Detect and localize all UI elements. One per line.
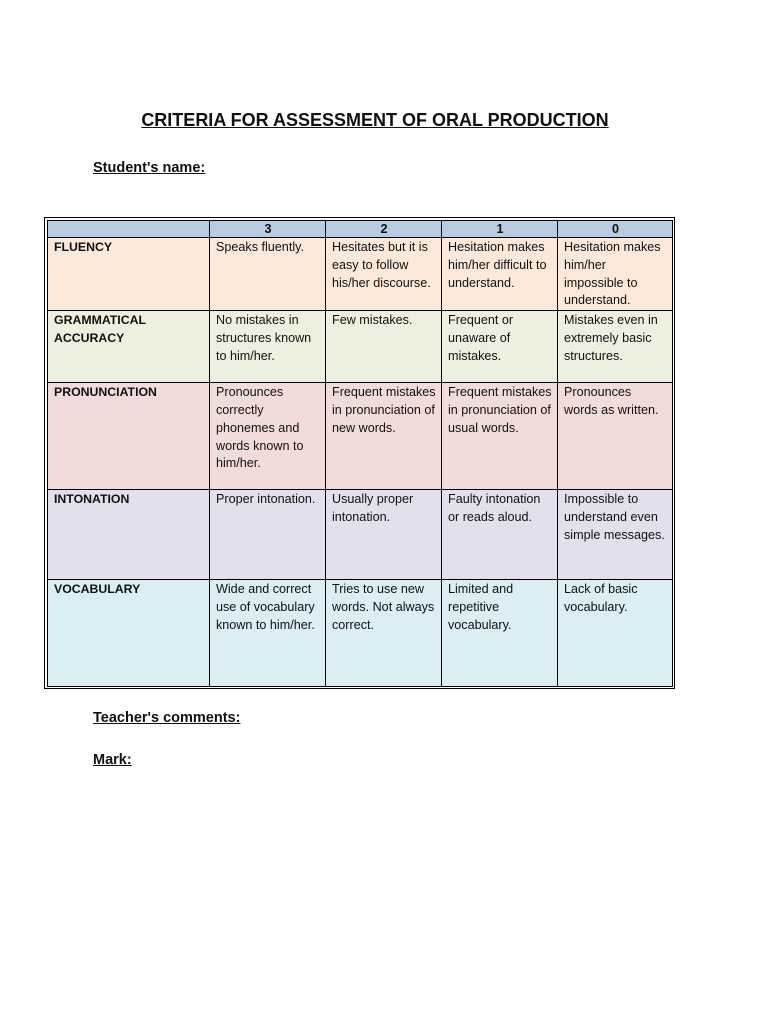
- table-cell: Pronounces words as written.: [558, 383, 673, 490]
- table-cell: Pronounces correctly phonemes and words known to him/her.: [210, 383, 326, 490]
- table-cell: Frequent or unaware of mistakes.: [442, 311, 558, 383]
- table-cell: Impossible to understand even simple messages.: [558, 490, 673, 580]
- table-header-row: [48, 221, 673, 238]
- student-name-label: Student's name:: [93, 160, 206, 176]
- table-row: [48, 238, 673, 311]
- table-row: [48, 383, 673, 490]
- table-row: [48, 580, 673, 687]
- rubric-table-frame: [44, 217, 675, 689]
- table-cell: Limited and repetitive vocabulary.: [442, 580, 558, 687]
- table-cell: Frequent mistakes in pronunciation of usual words.: [442, 383, 558, 490]
- header-score-2: 2: [326, 221, 442, 238]
- table-row: [48, 490, 673, 580]
- criterion-label: GRAMMATICAL ACCURACY: [48, 311, 210, 383]
- table-cell: Tries to use new words. Not always correct.: [326, 580, 442, 687]
- criterion-label: PRONUNCIATION: [48, 383, 210, 490]
- header-score-1: 1: [442, 221, 558, 238]
- table-cell: Frequent mistakes in pronunciation of new words.: [326, 383, 442, 490]
- header-score-3: 3: [210, 221, 326, 238]
- table-cell: Speaks fluently.: [210, 238, 326, 311]
- table-row: [48, 311, 673, 383]
- page-title: CRITERIA FOR ASSESSMENT OF ORAL PRODUCTION: [141, 110, 609, 130]
- header-score-0: 0: [558, 221, 673, 238]
- table-cell: Wide and correct use of vocabulary known to him/her.: [210, 580, 326, 687]
- table-cell: Few mistakes.: [326, 311, 442, 383]
- header-cell-empty: [48, 221, 210, 238]
- table-cell: Faulty intonation or reads aloud.: [442, 490, 558, 580]
- mark-label: Mark:: [93, 752, 132, 768]
- table-cell: Hesitation makes him/her impossible to understand.: [558, 238, 673, 311]
- rubric-table: [47, 220, 673, 687]
- table-cell: Hesitation makes him/her difficult to understand.: [442, 238, 558, 311]
- table-cell: Mistakes even in extremely basic structures.: [558, 311, 673, 383]
- criterion-label: INTONATION: [48, 490, 210, 580]
- table-cell: No mistakes in structures known to him/her.: [210, 311, 326, 383]
- table-cell: Usually proper intonation.: [326, 490, 442, 580]
- criterion-label: VOCABULARY: [48, 580, 210, 687]
- table-cell: Lack of basic vocabulary.: [558, 580, 673, 687]
- criterion-label: FLUENCY: [48, 238, 210, 311]
- teacher-comments-label: Teacher's comments:: [93, 710, 241, 726]
- table-cell: Proper intonation.: [210, 490, 326, 580]
- table-cell: Hesitates but it is easy to follow his/her discourse.: [326, 238, 442, 311]
